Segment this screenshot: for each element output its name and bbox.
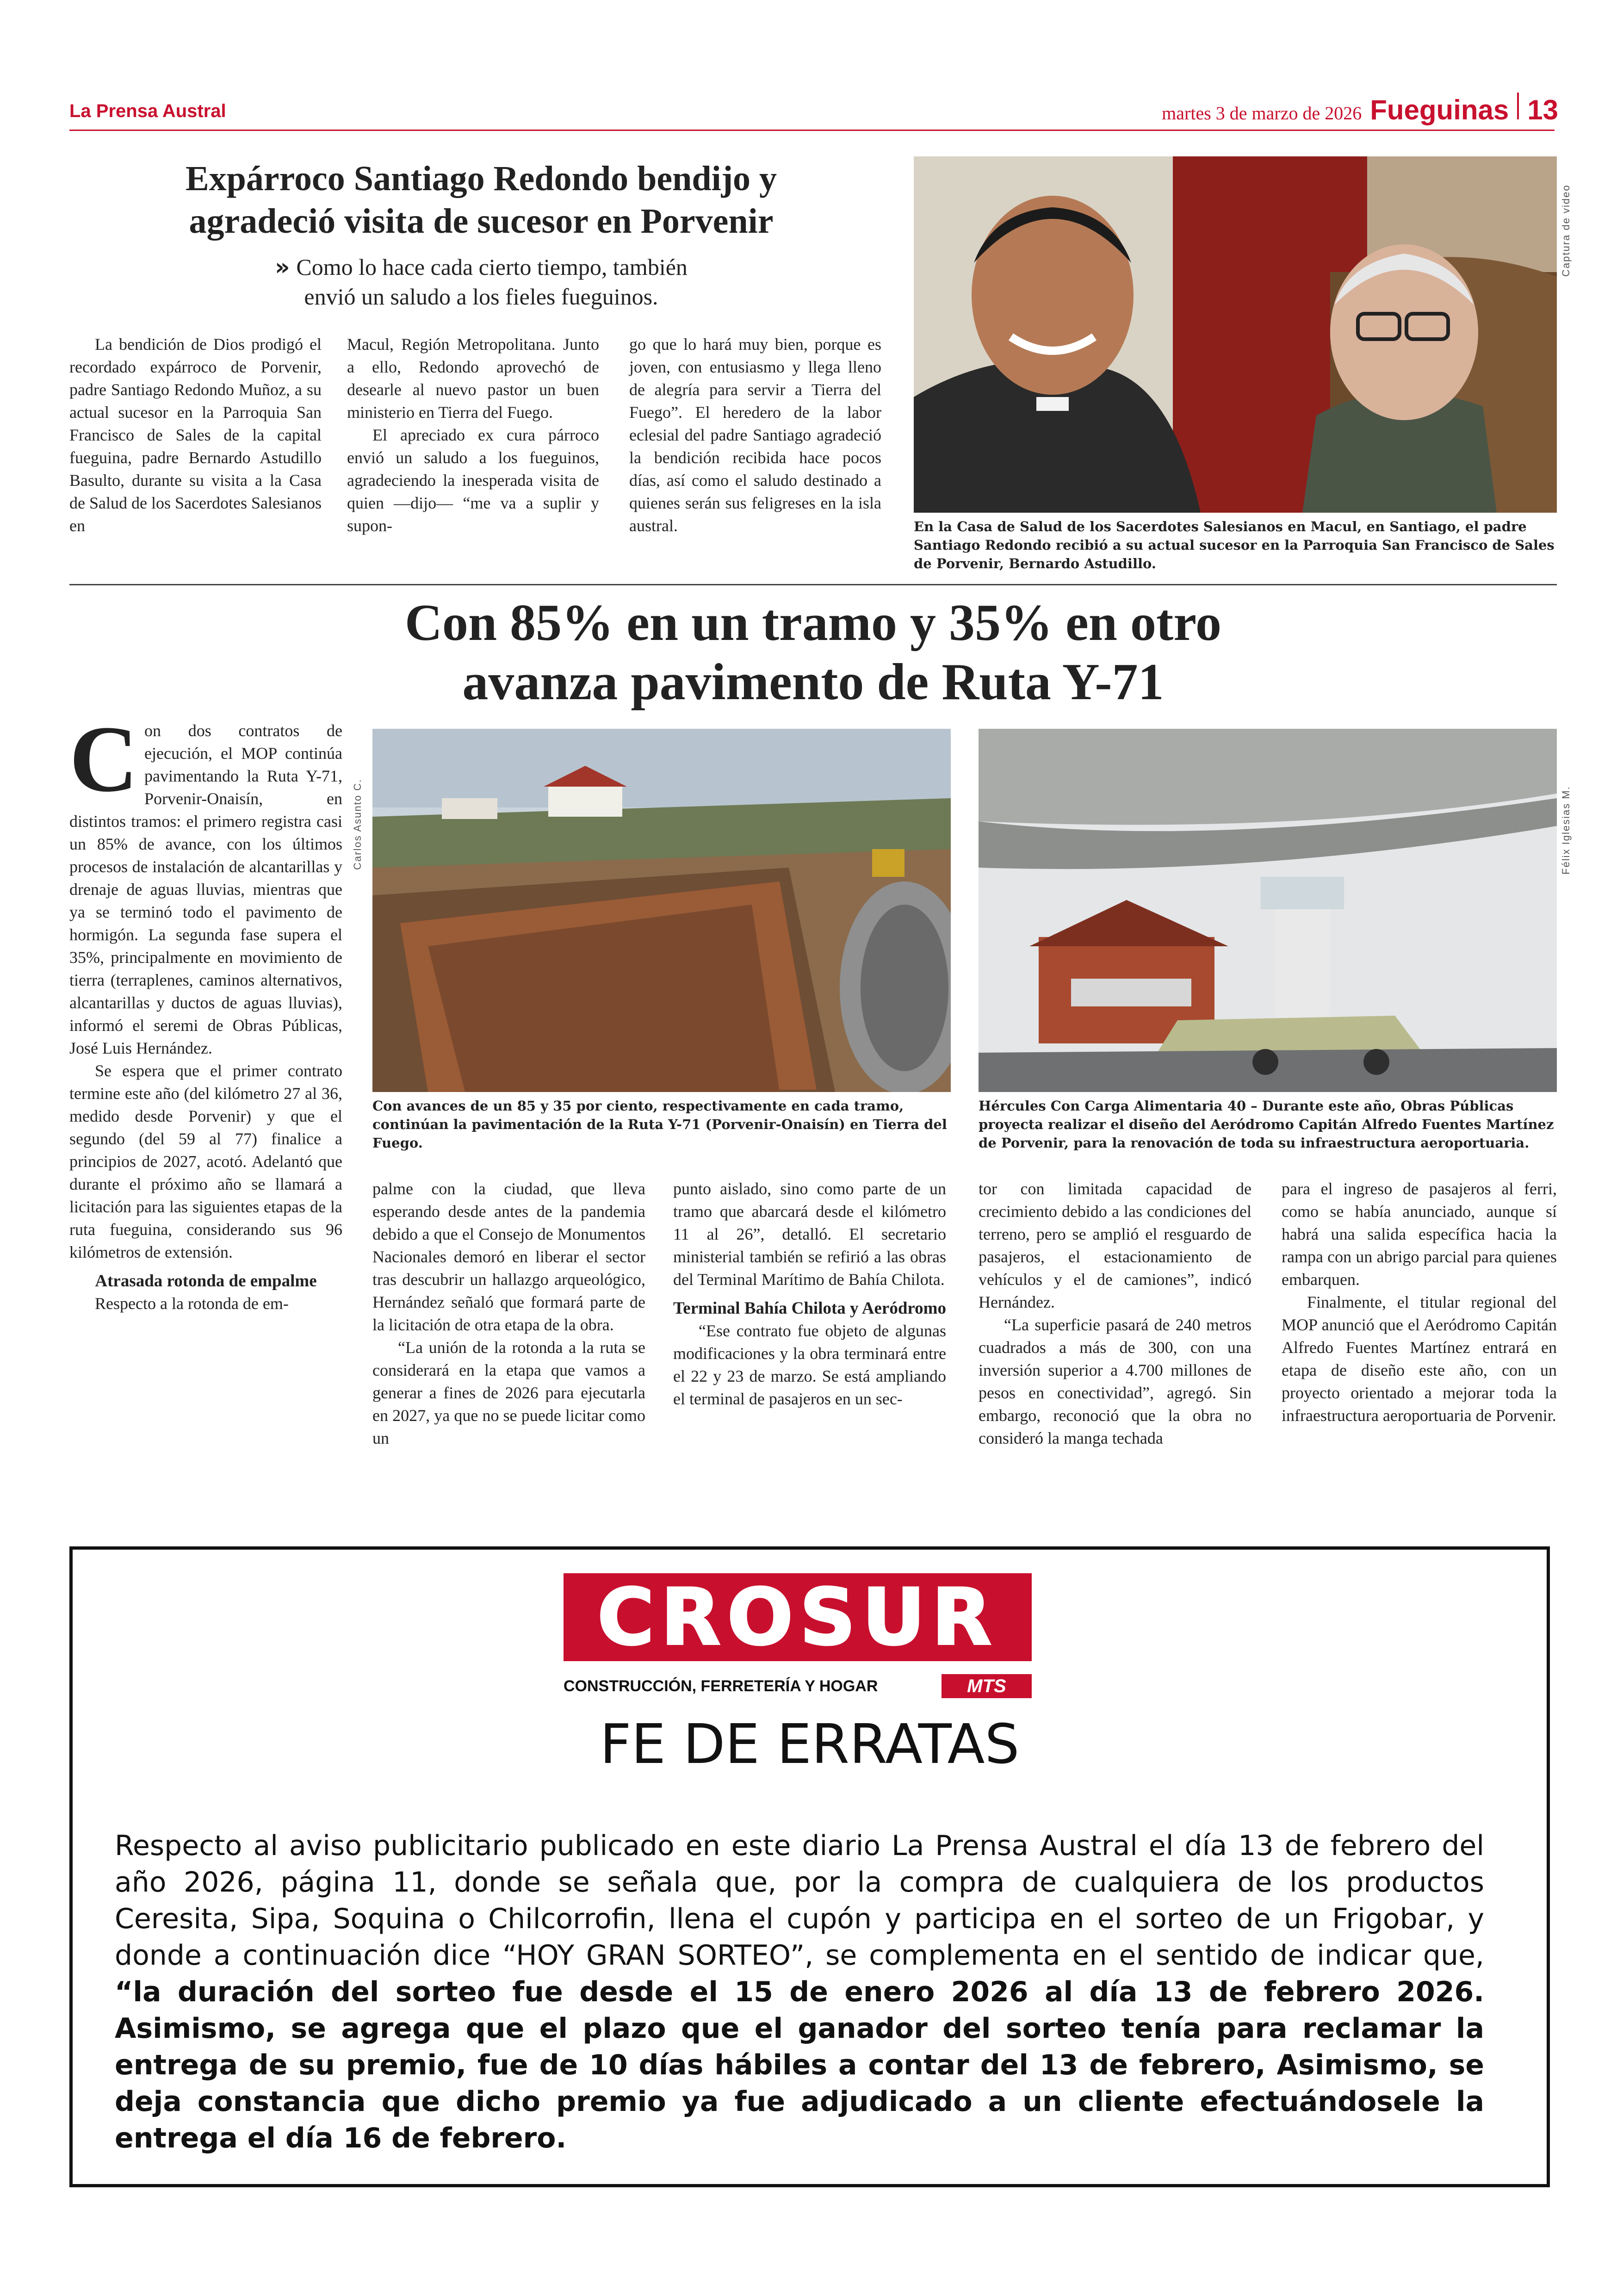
story2-p3: Respecto a la rotonda de em- <box>95 1294 289 1313</box>
photo1-caption: Con avances de un 85 y 35 por ciento, respectivamente en cada tramo, continúan la pavimentación de la Ruta Y-71 (Porvenir-Onaisín) en Tierra del Fuego. <box>372 1098 947 1151</box>
page-number: 13 <box>1527 94 1558 125</box>
story1-photo-credit: Captura de video <box>1560 184 1572 277</box>
story2-column-4 <box>979 1178 1251 1450</box>
story2-colC-p1: punto aislado, sino como parte de un tramo que abarcará desde el kilómetro 11 al 26”, detalló. El secretario ministerial también se refirió a las obras del Terminal Marítimo de Bahía Chilota. <box>673 1179 946 1289</box>
header-rule <box>69 130 1555 131</box>
story2-colC-p2: “Ese contrato fue objeto de algunas modificaciones y la obra terminará entre el 22 y 23 de marzo. Se está ampliando el terminal de pasajeros en un sec- <box>673 1322 946 1408</box>
story2-colE-p1: para el ingreso de pasajeros al ferri, como se había anunciado, aunque sí habrá una salida específica hacia la rampa con un abrigo parcial para quienes embarquen. <box>1282 1179 1557 1289</box>
story1-col2-p1: Macul, Región Metropolitana. Junto a ello, Redondo aprovechó de desearle al nuevo pastor un buen ministerio en Tierra del Fuego. <box>347 335 599 422</box>
story2-colB-p2: “La unión de la rotonda a la ruta se considerará en la etapa que vamos a generar a fines de 2026 para ejecutarla en 2027, ya que no se puede licitar como un <box>372 1338 645 1447</box>
story1-col3-text: go que lo hará muy bien, porque es joven, con entusiasmo y llega lleno de alegría para servir a Tierra del Fuego”. El heredero de la labor eclesial del padre Santiago agradeció la bendición recibida hace pocos días, así como el saludo destinado a quienes serán sus feligreses en la isla austral. <box>629 335 881 535</box>
story1-col1-text: La bendición de Dios prodigó el recordado expárroco de Porvenir, padre Santiago Redondo Muñoz, a su actual sucesor en la Parroquia San Francisco de Sales de la capital fueguina, padre Bernardo Astudillo Basulto, durante su visita a la Casa de Salud de los Sacerdotes Salesianos en <box>69 335 322 535</box>
story1-column-2 <box>347 333 599 537</box>
story2-column-1 <box>69 707 342 1315</box>
story1-caption: En la Casa de Salud de los Sacerdotes Salesianos en Macul, en Santiago, el padre Santiago Redondo recibió a su actual sucesor en la Parroquia San Francisco de Sales de Porvenir, Bernardo Astudillo. <box>914 519 1555 571</box>
logo-tagline: CONSTRUCCIÓN, FERRETERÍA Y HOGAR <box>564 1677 878 1695</box>
newspaper-name: La Prensa Austral <box>69 101 226 121</box>
logo-word-text: CROSUR <box>597 1572 998 1663</box>
logo-wordmark <box>564 1573 1032 1661</box>
story1-deck-line1 <box>139 252 824 282</box>
story1-deck-text1: Como lo hace cada cierto tiempo, también <box>296 254 688 280</box>
story2-p2: Se espera que el primer contrato termine este año (del kilómetro 27 al 36, medido desde Porvenir) y que el segundo (del 59 al 77) finalice a principios de 2027, acotó. Adelantó que durante el próximo año se llamará a licitación para las siguientes etapas de la ruta fueguina, considerando sus 96 kilómetros de extensión. <box>69 1061 342 1261</box>
crosur-logo <box>564 1573 1032 1707</box>
story1-column-1 <box>69 333 322 537</box>
logo-badge: MTS <box>942 1674 1032 1698</box>
story-divider <box>69 584 1557 585</box>
story2-subhead-terminal: Terminal Bahía Chilota y Aeródromo <box>673 1299 946 1318</box>
story2-column-2 <box>372 1178 645 1450</box>
story1-headline-line2: agradeció visita de sucesor en Porvenir <box>189 202 774 241</box>
page-header-right <box>1162 93 1558 126</box>
story2-colD-p2: “La superficie pasará de 240 metros cuadrados a más de 300, con una inversión superior a 4.700 millones de pesos en conectividad”, agregó. Sin embargo, reconoció que la obra no consideró la manga techada <box>979 1316 1251 1447</box>
header-separator <box>1517 93 1519 119</box>
photo1-credit: Carlos Asunto C. <box>352 778 363 870</box>
ad-title: FE DE ERRATAS <box>600 1712 1020 1776</box>
story2-colB-p1: palme con la ciudad, que lleva esperando desde antes de la pandemia debido a que el Consejo de Monumentos Nacionales demoró en liberar el sector tras descubrir un hallazgo arqueológico, Hernández señaló que formará parte de la licitación de otra etapa de la obra. <box>372 1179 645 1334</box>
ad-body-bold: “la duración del sorteo fue desde el 15 de enero 2026 al día 13 de febrero 2026. Asimismo, se agrega que el plazo que el ganador del sorteo tenía para reclamar la entrega de su premio, fue de 10 días hábiles a contar del 13 de febrero, Asimismo, se deja constancia que dicho premio ya fue adjudicado a un cliente efectuándosele la entrega el día 16 de febrero. <box>115 1976 1484 2154</box>
story1-deck <box>139 252 824 311</box>
story2-colE-p2: Finalmente, el titular regional del MOP anunció que el Aeródromo Capitán Alfredo Fuentes Martínez entrará en etapa de diseño este año, con un proyecto orientado a mejorar toda la infraestructura aeroportuaria de Porvenir. <box>1282 1293 1557 1425</box>
story2-subhead-rotonda: Atrasada rotonda de empalme <box>95 1272 317 1291</box>
section-name: Fueguinas <box>1370 94 1509 125</box>
story2-column-3 <box>673 1178 946 1410</box>
story1-col2-p2: El apreciado ex cura párroco envió un saludo a los fueguinos, agradeciendo la inesperada visita de quien —dijo— “me va a suplir y supon- <box>347 426 599 535</box>
story1-headline <box>139 157 824 242</box>
story2-lead-text: on dos contratos de ejecución, el MOP continúa pavimentando la Ruta Y-71, Porvenir-Onaisín, en distintos tramos: el primero registra casi un 85% de avance, con los últimos procesos de instalación de alcantarillas y drenaje de aguas lluvias, mientras que ya se terminó todo el pavimento de hormigón. La segunda fase supera el 35%, principalmente en movimiento de tierra (terraplenes, caminos alternativos, alcantarillas y ductos de aguas lluvias), informó el seremi de Obras Públicas, José Luis Hernández. <box>69 721 342 1057</box>
issue-date: martes 3 de marzo de 2026 <box>1162 103 1362 124</box>
story1-column-3 <box>629 333 881 537</box>
photo-hercules-airport <box>979 729 1557 1092</box>
story2-column-5 <box>1282 1178 1557 1427</box>
chevron-right-icon: » <box>275 254 290 280</box>
story1-headline-line1: Expárroco Santiago Redondo bendijo y <box>185 159 777 198</box>
story2-lead <box>69 707 342 1060</box>
drop-cap: C <box>69 707 138 812</box>
photo-road-works <box>372 729 951 1092</box>
photo2-caption: Hércules Con Carga Alimentaria 40 – Durante este año, Obras Públicas proyecta realizar el diseño del Aeródromo Capitán Alfredo Fuentes Martínez de Porvenir, para la renovación de toda su infraestructura aeroportuaria. <box>979 1098 1554 1151</box>
story2-colD-p1: tor con limitada capacidad de crecimiento debido a las condiciones del terreno, pero se amplió el resguardo de pasajeros, el estacionamiento de vehículos y el de camiones”, indicó Hernández. <box>979 1179 1251 1311</box>
ad-body-regular: Respecto al aviso publicitario publicado en este diario La Prensa Austral el día 13 de febrero del año 2026, página 11, donde se señala que, por la compra de cualquiera de los productos Ceresita, Sipa, Soquina o Chilcorrofin, llena el cupón y participa en el sorteo de un Frigobar, y donde a continuación dice “HOY GRAN SORTEO”, se complementa en el sentido de indicar que, <box>115 1830 1484 1972</box>
photo-priests <box>914 156 1557 513</box>
ad-body <box>115 1828 1484 2157</box>
story1-deck-line2: envió un saludo a los fieles fueguinos. <box>304 284 658 310</box>
photo2-credit: Félix Iglesias M. <box>1560 786 1572 875</box>
story2-headline-line1: Con 85% en un tramo y 35% en otro <box>404 594 1222 652</box>
story2-headline <box>69 593 1557 712</box>
story2-headline-line2: avanza pavimento de Ruta Y-71 <box>462 653 1164 711</box>
